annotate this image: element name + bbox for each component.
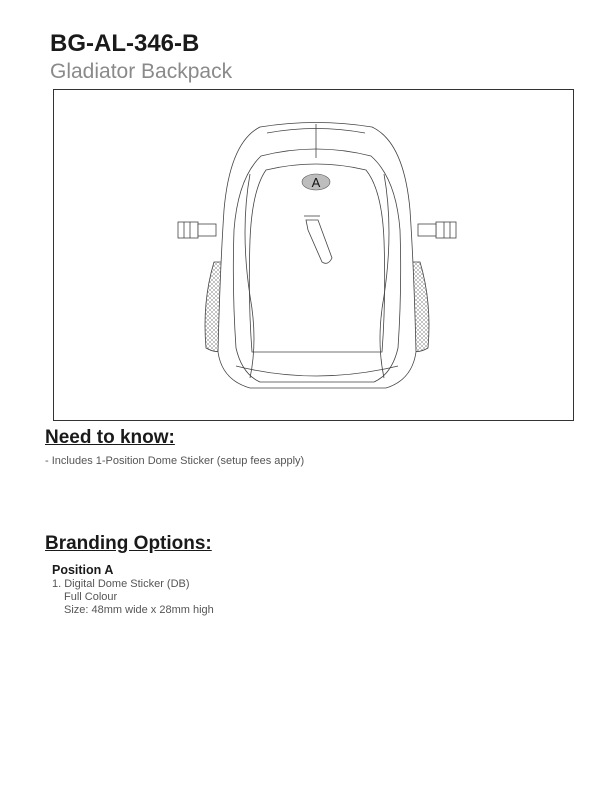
branding-position-title: Position A: [52, 563, 114, 577]
position-a-label: A: [311, 175, 321, 190]
product-name: Gladiator Backpack: [50, 60, 233, 83]
left-side-buckle: [178, 222, 216, 238]
branding-size: Size: 48mm wide x 28mm high: [64, 604, 214, 616]
backpack-body: [218, 123, 416, 389]
need-to-know-heading: Need to know:: [45, 427, 175, 448]
right-side-buckle: [418, 222, 456, 238]
backpack-illustration: [54, 90, 575, 422]
product-illustration-frame: [53, 89, 574, 421]
branding-colour: Full Colour: [64, 591, 118, 603]
product-code: BG-AL-346-B: [50, 30, 200, 57]
branding-method: 1. Digital Dome Sticker (DB): [52, 578, 190, 590]
need-to-know-item: - Includes 1-Position Dome Sticker (setup fees apply): [45, 455, 305, 467]
branding-options-heading: Branding Options:: [45, 533, 212, 554]
